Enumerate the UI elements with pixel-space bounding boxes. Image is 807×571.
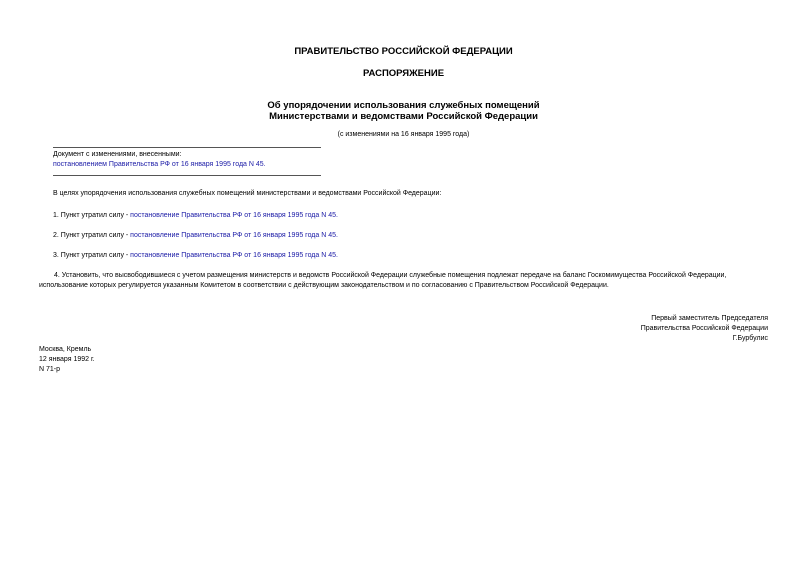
- signature-line-1: Первый заместитель Председателя: [651, 315, 768, 322]
- item-3: [53, 251, 338, 260]
- document-type: РАСПОРЯЖЕНИЕ: [362, 68, 445, 79]
- changes-top-rule: [53, 147, 321, 148]
- signature-block: [641, 314, 768, 344]
- changes-label: Документ с изменениями, внесенными:: [53, 151, 182, 158]
- signature-name: Г.Бурбулис: [732, 335, 768, 342]
- item-3-link[interactable]: постановление Правительства РФ от 16 января 1995 года N 45.: [130, 252, 338, 259]
- footer-block: [39, 345, 95, 375]
- item-1-prefix: 1. Пункт утратил силу -: [53, 212, 131, 219]
- item-4-paragraph: 4. Установить, что высвободившиеся с учетом размещения министерств и ведомств Российской Федерации служебные помещения подлежат передаче на баланс Госкомимущества Российской Федерации, использование которых регулируется указанным Комитетом в соответствии с действующим законодательством и по согласованию с Правительством Российской Федерации.: [39, 272, 727, 289]
- subject-line-2: Министерствами и ведомствами Российской Федерации: [269, 111, 538, 122]
- government-title: ПРАВИТЕЛЬСТВО РОССИЙСКОЙ ФЕДЕРАЦИИ: [294, 46, 513, 57]
- changes-bottom-rule: [53, 175, 321, 176]
- item-2-prefix: 2. Пункт утратил силу -: [53, 232, 131, 239]
- item-1-link[interactable]: постановление Правительства РФ от 16 января 1995 года N 45.: [130, 212, 338, 219]
- footer-number: N 71-р: [39, 366, 61, 373]
- footer-place: Москва, Кремль: [39, 346, 92, 353]
- intro-paragraph: В целях упорядочения использования служебных помещений министерствами и ведомствами Российской Федерации:: [53, 190, 442, 197]
- document-subject: [0, 100, 807, 122]
- item-2-link[interactable]: постановление Правительства РФ от 16 января 1995 года N 45.: [130, 232, 338, 239]
- item-3-prefix: 3. Пункт утратил силу -: [53, 252, 131, 259]
- item-2: [53, 231, 338, 240]
- changes-link[interactable]: постановлением Правительства РФ от 16 января 1995 года N 45.: [53, 161, 266, 168]
- amendment-note: (с изменениями на 16 января 1995 года): [337, 131, 470, 138]
- item-1: [53, 211, 338, 220]
- footer-date: 12 января 1992 г.: [39, 356, 95, 363]
- subject-line-1: Об упорядочении использования служебных помещений: [267, 100, 540, 111]
- signature-line-2: Правительства Российской Федерации: [640, 325, 768, 332]
